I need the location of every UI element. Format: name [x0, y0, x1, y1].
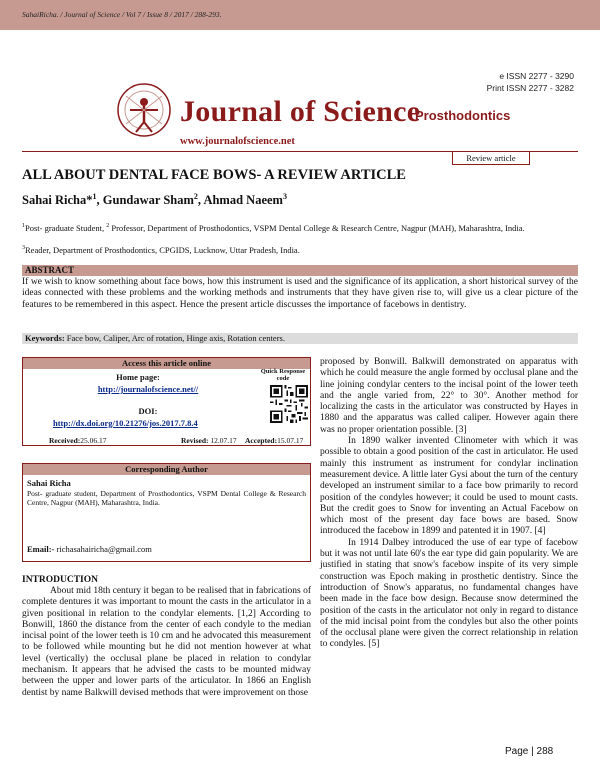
intro-paragraph-2: proposed by Bonwill. Balkwill demonstrated on apparatus with which he could measure the angle formed by occlusal plane and the line joining condylar centers to the incisal point of the lower teeth and the angle varied from, 22° to 30°. Another method for localizing the casts in the articulator was constructed by Hayes in 1880 and the apparatus was called caliper. However again there was no proper orientation possible. [3] — [320, 357, 578, 435]
journal-logo-icon — [116, 82, 172, 138]
corresponding-author-box — [22, 463, 311, 562]
introduction-heading: INTRODUCTION — [22, 575, 99, 585]
corresponding-details: Post- graduate student, Department of Prosthodontics, VSPM Dental College & Research Centre, Nagpur (MAH), Maharashtra, India. — [27, 489, 306, 507]
print-issn: Print ISSN 2277 - 3282 — [486, 83, 574, 93]
abstract-heading: ABSTRACT — [22, 265, 578, 276]
author-3-sup: 3 — [282, 192, 287, 201]
author-1: Sahai Richa* — [22, 193, 93, 208]
intro-paragraph-3: In 1890 walker invented Clinometer with which it was possible to obtain a good position of the cast in articulator. He used mainly this instrument as instrument for condylar inclination measurement device. A little later Gysi about the turn of the century developed an instrument similar to a face bow primarily to record position of the condyles however; it could be used to mount casts. But the credit goes to Snow for inventing an Actual Facebow on which most of the present day face bows are based. Snow introduced the facebow in 1899 and patented it in 1907. [4] — [320, 436, 579, 537]
author-1-sup: 1 — [92, 192, 97, 201]
email-address[interactable]: richasahairicha@gmail.com — [54, 544, 152, 554]
corresponding-name: Sahai Richa — [27, 478, 71, 488]
abstract-text: If we wish to know something about face bows, how this instrument is used and the significance of its application, a short historical survey of the ideas connected with these problems and the working methods and instruments that they have given rise to, will give us a clear picture of the features to be remembered in this aspect. Hence the present article discusses the importance of facebows in dentistry. — [22, 277, 578, 310]
corresponding-heading: Corresponding Author — [23, 464, 310, 475]
keywords-label: Keywords: — [25, 333, 65, 343]
affiliation-2: $^3$Reader, Department of Prosthodontics, CPGIDS, Lucknow, Uttar Pradesh, India. — [22, 244, 300, 255]
intro-paragraph-4: In 1914 Dalbey introduced the use of ear type of facebow but it was not until late 60's the ear type did gain popularity. We are justified in stating that snow's facebow inspite of its very simple construction was Epoch making in prosthetic dentistry. Since the introduction of Snow's apparatus, no fundamental changes have been made in the face bow design. Because snow determined the position of the casts in the articulator not only in regard to distance of the mid incisal point from the condyles but also the other points of the occlusal plane were given the correct relationship in relation to condyles. [5] — [320, 537, 578, 650]
affiliation-1: $^1$Post- graduate Student, $^2$ Professor, Department of Prosthodontics, VSPM Dental College & Research Centre, Nagpur (MAH), Maharashtra, India. — [22, 222, 525, 233]
doi-label: DOI: — [138, 406, 158, 416]
section-tag: Prosthodontics — [415, 108, 511, 123]
corresponding-email — [27, 544, 152, 554]
home-page-label: Home page: — [116, 372, 160, 382]
access-heading: Access this article online — [23, 358, 310, 369]
qr-code-icon — [270, 385, 308, 423]
paper-title: ALL ABOUT DENTAL FACE BOWS- A REVIEW ARTICLE — [22, 167, 406, 183]
introduction-right-column — [320, 357, 578, 651]
keywords-bar — [22, 333, 578, 344]
accepted-date: Accepted:15.07.17 — [245, 436, 304, 445]
revised-date: Revised: 12.07.17 — [181, 436, 237, 445]
author-2: , Gundawar Sham — [96, 193, 194, 208]
access-article-box — [22, 357, 311, 446]
qr-label: Quick Response code — [260, 368, 306, 382]
home-page-link[interactable]: http://journalofscience.net// — [97, 384, 199, 394]
author-3: , Ahmad Naeem — [197, 193, 283, 208]
journal-title: Journal of Science — [180, 95, 421, 128]
running-head: SahaiRicha. / Journal of Science / Vol 7 / Issue 8 / 2017 / 288-293. — [22, 10, 222, 19]
eissn: e ISSN 2277 - 3290 — [499, 71, 574, 81]
keywords-text: Face bow, Caliper, Arc of rotation, Hinge axis, Rotation centers. — [64, 333, 285, 343]
journal-url[interactable]: www.journalofscience.net — [180, 136, 295, 147]
author-list — [22, 192, 287, 208]
author-2-sup: 2 — [193, 192, 198, 201]
received-date: Received:25.06.17 — [49, 436, 107, 445]
article-type-badge: Review article — [452, 151, 530, 165]
running-head-band — [0, 0, 600, 30]
email-label: Email:- — [27, 544, 55, 554]
intro-paragraph-1: About mid 18th century it began to be realised that in fabrications of complete dentures it was important to mount the casts in the articulator in a given positional in relation to the condylar elements. [1,2] According to Bonwill, 1860 the distance from the center of each condyle to the median incisal point of the lower teeth is 10 cm and he advocated this measurement to be followed while mounting but he did not mention however at what level (vertically) the occlusal plane be placed in relation to condylar mechanism. It appears that he advised the casts to be mounted midway between the upper and lower parts of the articulator. In 1866 an English dentist by name Balkwill devised methods that were improvement on those — [22, 586, 311, 698]
introduction-left-column — [22, 586, 311, 699]
doi-link[interactable]: http://dx.doi.org/10.21276/jos.2017.7.8.4 — [53, 418, 198, 428]
page-number: Page | 288 — [505, 746, 554, 757]
